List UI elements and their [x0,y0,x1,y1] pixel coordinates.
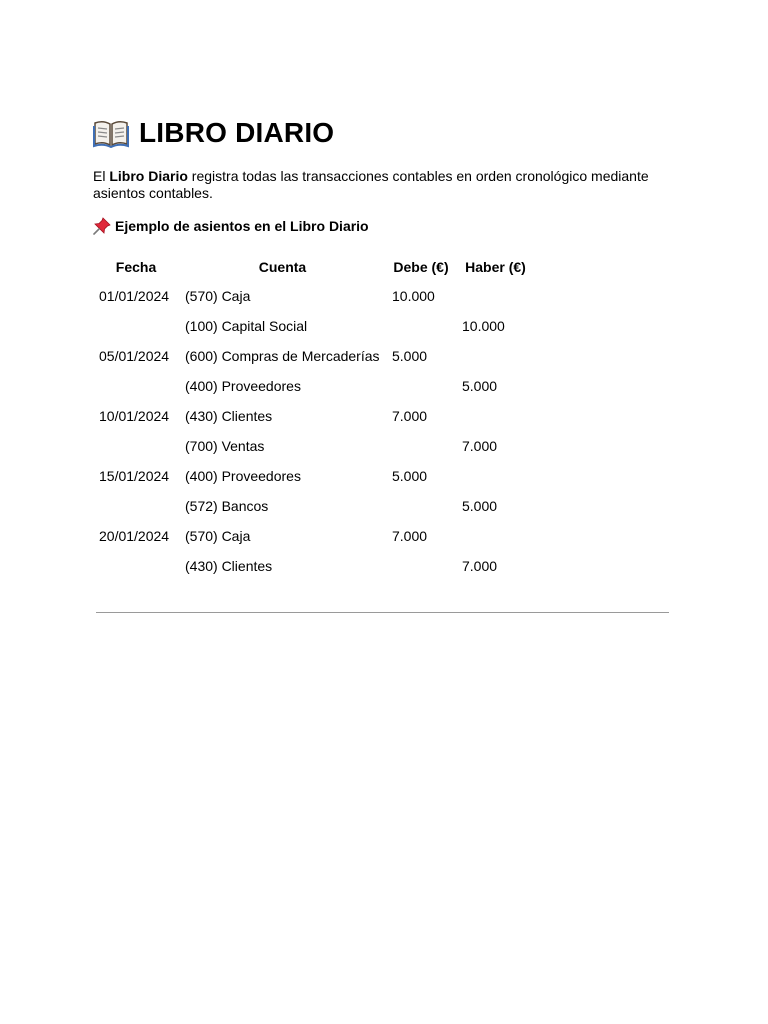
table-row [93,462,535,492]
table-row [93,522,535,552]
cell-debe: 7.000 [392,408,428,424]
cell-debe [386,552,456,582]
cell-fecha: 15/01/2024 [99,468,170,484]
example-heading-text: Ejemplo de asientos en el Libro Diario [115,217,369,234]
table-header-row [93,252,535,282]
cell-haber: 7.000 [462,438,498,454]
document-page [93,112,683,582]
title-text: LIBRO DIARIO [139,117,335,148]
cell-debe: 5.000 [392,468,428,484]
cell-haber: 5.000 [462,378,498,394]
cell-haber: 10.000 [462,318,505,334]
cell-fecha: 01/01/2024 [99,288,170,304]
cell-cuenta: (430) Clientes [185,408,273,424]
cell-cuenta: (100) Capital Social [185,318,308,334]
cell-fecha [93,552,179,582]
cell-debe: 10.000 [392,288,435,304]
cell-fecha: 05/01/2024 [99,348,170,364]
table-row [93,372,535,402]
example-heading [93,217,683,234]
cell-cuenta: (600) Compras de Mercaderías [185,348,380,364]
intro-suffix: registra todas las transacciones contables en orden cronológico mediante asientos contables. [93,168,649,201]
intro-bold-term: Libro Diario [109,168,188,184]
cell-cuenta: (570) Caja [185,528,251,544]
cell-fecha [93,432,179,462]
cell-debe: 5.000 [392,348,428,364]
table-row [93,312,535,342]
cell-debe: 7.000 [392,528,428,544]
cell-debe [386,432,456,462]
cell-haber [456,522,535,552]
intro-paragraph [93,168,668,202]
cell-cuenta: (572) Bancos [185,498,269,514]
cell-haber [456,402,535,432]
pushpin-icon [93,217,111,235]
header-fecha: Fecha [115,259,157,275]
cell-fecha: 10/01/2024 [99,408,170,424]
cell-debe [386,312,456,342]
cell-fecha [93,372,179,402]
cell-debe [386,492,456,522]
table-row [93,492,535,522]
table-row [93,432,535,462]
cell-haber: 7.000 [462,558,498,574]
cell-cuenta: (700) Ventas [185,438,265,454]
horizontal-divider [96,612,669,613]
table-row [93,342,535,372]
cell-haber [456,282,535,312]
cell-haber [456,342,535,372]
cell-cuenta: (570) Caja [185,288,251,304]
table-row [93,552,535,582]
page-title [93,112,683,154]
cell-debe [386,372,456,402]
cell-fecha: 20/01/2024 [99,528,170,544]
intro-prefix: El [93,168,110,184]
header-debe: Debe (€) [393,259,449,275]
journal-table [93,252,535,582]
table-row [93,282,535,312]
cell-cuenta: (400) Proveedores [185,468,301,484]
header-haber: Haber (€) [465,259,526,275]
cell-cuenta: (430) Clientes [185,558,273,574]
open-book-icon [93,118,129,148]
header-cuenta: Cuenta [258,259,307,275]
cell-fecha [93,492,179,522]
table-row [93,402,535,432]
cell-haber: 5.000 [462,498,498,514]
cell-cuenta: (400) Proveedores [185,378,301,394]
cell-haber [456,462,535,492]
cell-fecha [93,312,179,342]
